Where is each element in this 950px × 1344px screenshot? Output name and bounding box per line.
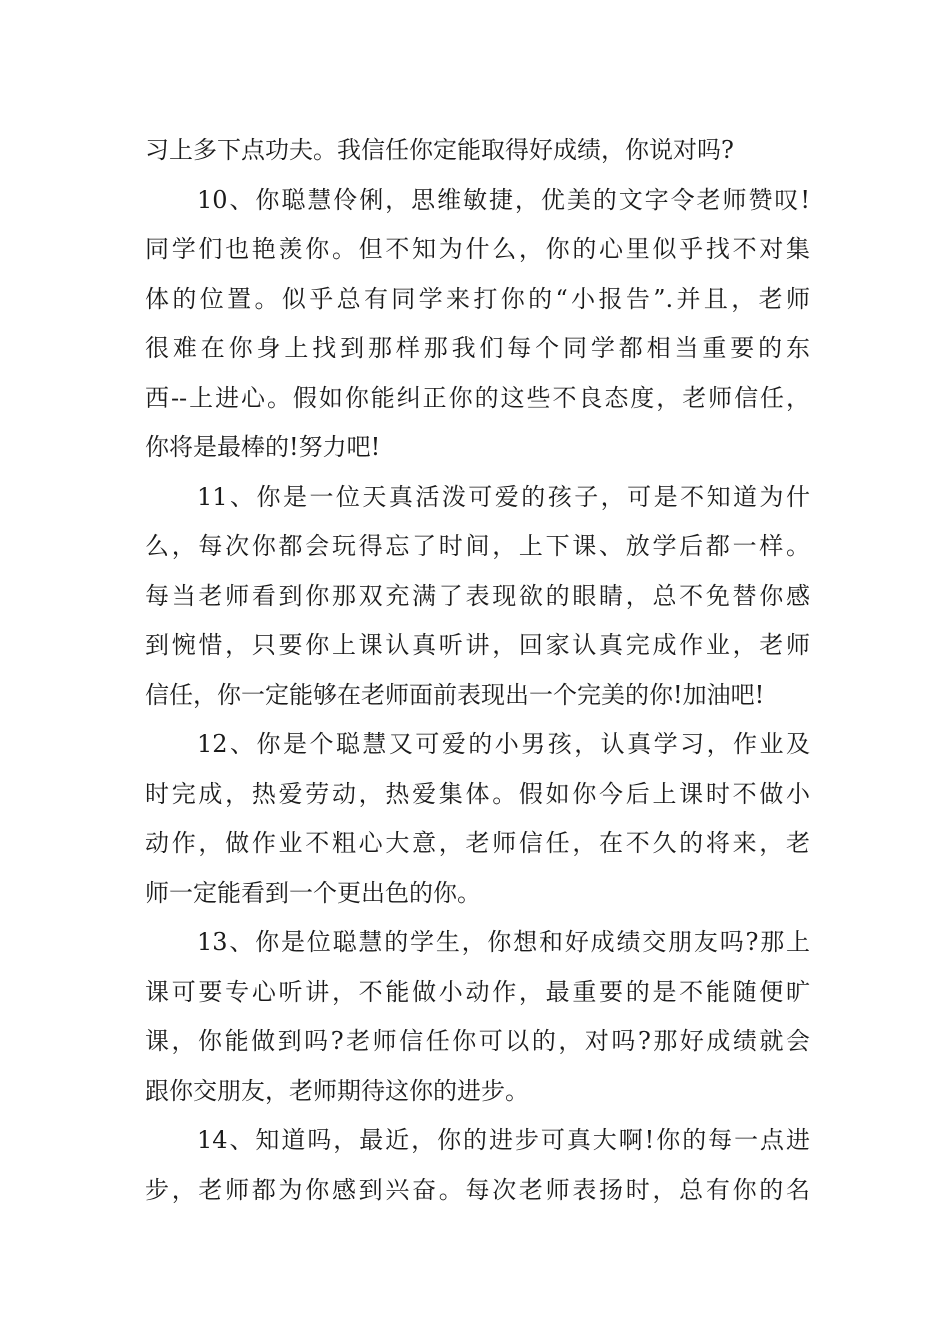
- text-line: 每当老师看到你那双充满了表现欲的眼睛，总不免替你感: [145, 581, 810, 610]
- paragraph-11: [145, 473, 810, 721]
- text-line: 体的位置。似乎总有同学来打你的“小报告”.并且，老师: [145, 284, 810, 313]
- text-line: 11、你是一位天真活泼可爱的孩子，可是不知道为什: [197, 482, 810, 511]
- text-line: 13、你是位聪慧的学生，你想和好成绩交朋友吗?那上: [197, 928, 810, 956]
- paragraph-12: [145, 720, 810, 918]
- text-line: 信任，你一定能够在老师面前表现出一个完美的你!加油吧!: [145, 680, 765, 709]
- text-line: 14、知道吗，最近，你的进步可真大啊!你的每一点进: [197, 1126, 810, 1154]
- text-line: 同学们也艳羡你。但不知为什么，你的心里似乎找不对集: [145, 235, 810, 263]
- text-line: 课可要专心听讲，不能做小动作，最重要的是不能随便旷: [145, 977, 810, 1006]
- text-line: 师一定能看到一个更出色的你。: [145, 878, 481, 907]
- text-line: 习上多下点功夫。我信任你定能取得好成绩，你说对吗?: [145, 136, 734, 164]
- paragraph-14: [145, 1116, 810, 1215]
- text-line: 到惋惜，只要你上课认真听讲，回家认真完成作业，老师: [145, 631, 810, 659]
- text-line: 么，每次你都会玩得忘了时间，上下课、放学后都一样。: [145, 532, 810, 560]
- text-line: 跟你交朋友，老师期待这你的进步。: [145, 1076, 529, 1105]
- text-line: 西--上进心。假如你能纠正你的这些不良态度，老师信任，: [145, 383, 810, 412]
- text-line: 很难在你身上找到那样那我们每个同学都相当重要的东: [145, 334, 810, 362]
- text-line: 时完成，热爱劳动，热爱集体。假如你今后上课时不做小: [145, 779, 810, 808]
- paragraph-continuation: [145, 126, 810, 176]
- text-line: 12、你是个聪慧又可爱的小男孩，认真学习，作业及: [197, 730, 810, 758]
- text-line: 步，老师都为你感到兴奋。每次老师表扬时，总有你的名: [145, 1175, 810, 1204]
- text-line: 动作，做作业不粗心大意，老师信任，在不久的将来，老: [145, 829, 810, 857]
- text-line: 10、你聪慧伶俐，思维敏捷，优美的文字令老师赞叹!: [197, 185, 810, 214]
- text-line: 课，你能做到吗?老师信任你可以的，对吗?那好成绩就会: [145, 1027, 810, 1055]
- paragraph-10: [145, 176, 810, 473]
- document-body: [145, 126, 810, 1215]
- paragraph-13: [145, 918, 810, 1116]
- text-line: 你将是最棒的!努力吧!: [145, 433, 381, 461]
